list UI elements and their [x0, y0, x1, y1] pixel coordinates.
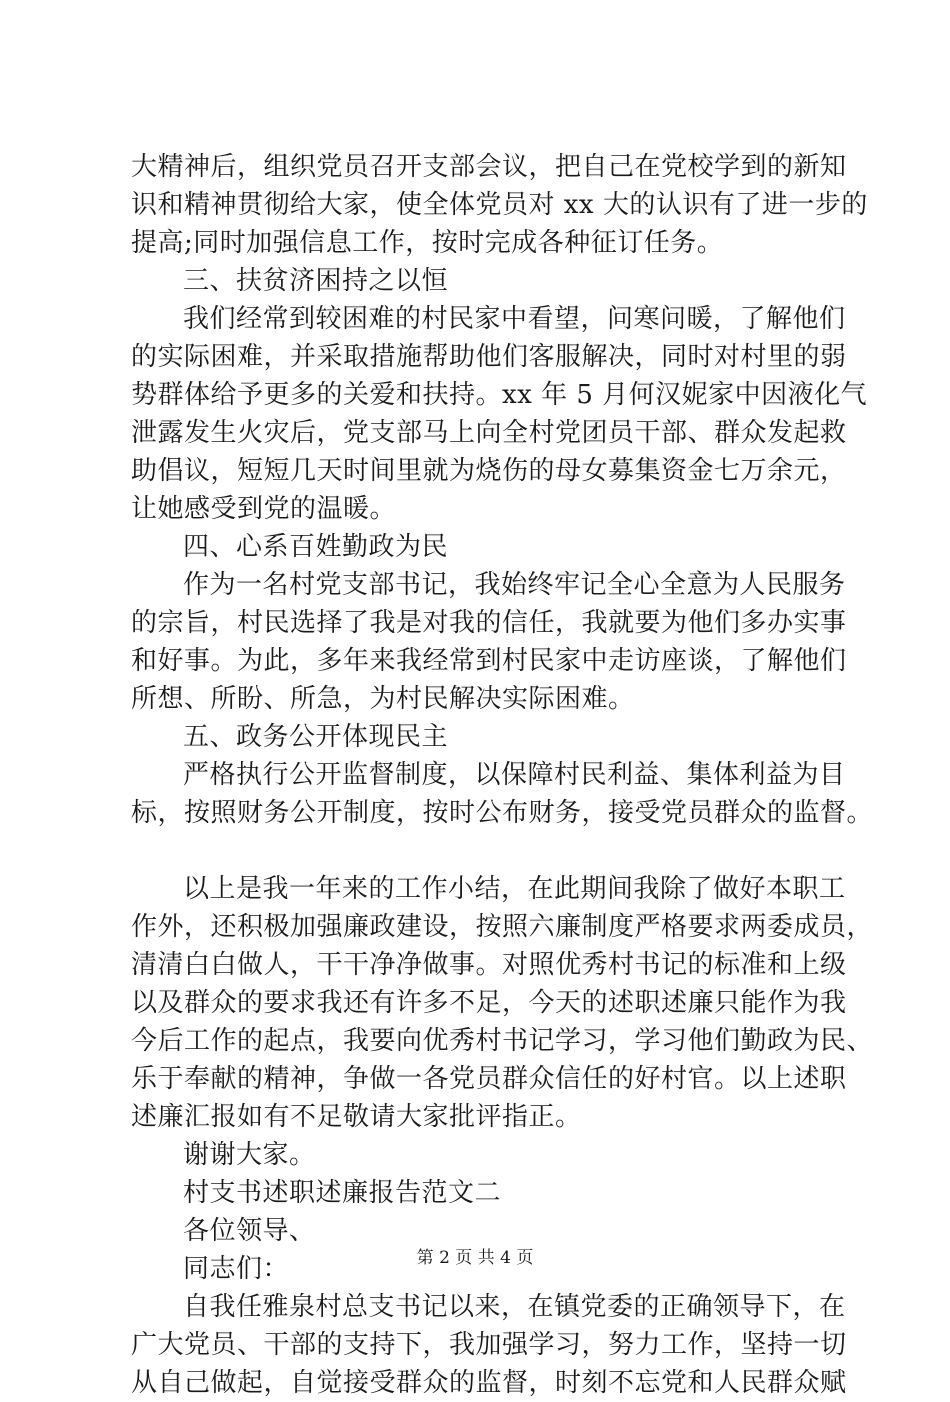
- text-line: 所想、所盼、所急，为村民解决实际困难。: [131, 684, 635, 714]
- text-line: 大精神后，组织党员召开支部会议，把自己在党校学到的新知: [131, 152, 847, 182]
- blank-line: [131, 832, 831, 870]
- text-line: 作为一名村党支部书记，我始终牢记全心全意为人民服务: [183, 570, 846, 600]
- text-line: 作外，还积极加强廉政建设，按照六廉制度严格要求两委成员，: [131, 912, 874, 942]
- text-line: 村支书述职述廉报告范文二: [183, 1178, 502, 1208]
- text-line: 谢谢大家。: [183, 1140, 316, 1170]
- text-line: 助倡议，短短几天时间里就为烧伤的母女募集资金七万余元，: [131, 456, 847, 486]
- text-line: 泄露发生火灾后，党支部马上向全村党团员干部、群众发起救: [131, 418, 847, 448]
- text-line: 的宗旨，村民选择了我是对我的信任，我就要为他们多办实事: [131, 608, 847, 638]
- text-line: 的实际困难，并采取措施帮助他们客服解决，同时对村里的弱: [131, 342, 847, 372]
- text-line: 今后工作的起点，我要向优秀村书记学习，学习他们勤政为民、: [131, 1026, 874, 1056]
- text-line: 述廉汇报如有不足敬请大家批评指正。: [131, 1102, 582, 1132]
- page-footer: 第 2 页 共 4 页: [416, 1248, 534, 1268]
- text-line: 从自己做起，自觉接受群众的监督，时刻不忘党和人民群众赋: [131, 1368, 847, 1398]
- text-line: 各位领导、: [183, 1216, 316, 1246]
- text-line: 以及群众的要求我还有许多不足，今天的述职述廉只能作为我: [131, 988, 847, 1018]
- document-body: [131, 148, 874, 1402]
- text-line: 标，按照财务公开制度，按时公布财务，接受党员群众的监督。: [131, 798, 874, 828]
- text-line: 识和精神贯彻给大家，使全体党员对 xx 大的认识有了进一步的: [131, 190, 868, 220]
- text-line: 广大党员、干部的支持下，我加强学习，努力工作，坚持一切: [131, 1330, 847, 1360]
- text-line: 势群体给予更多的关爱和扶持。xx 年 5 月何汉妮家中因液化气: [131, 380, 868, 410]
- text-line: 让她感受到党的温暖。: [131, 494, 397, 524]
- text-line: 提高;同时加强信息工作，按时完成各种征订任务。: [131, 228, 724, 258]
- text-line: 严格执行公开监督制度，以保障村民利益、集体利益为目: [183, 760, 846, 790]
- text-line: 五、政务公开体现民主: [183, 722, 449, 752]
- text-line: 乐于奉献的精神，争做一各党员群众信任的好村官。以上述职: [131, 1064, 847, 1094]
- text-line: 自我任雅泉村总支书记以来，在镇党委的正确领导下，在: [183, 1292, 846, 1322]
- text-line: 同志们：: [183, 1254, 290, 1284]
- text-line: 以上是我一年来的工作小结，在此期间我除了做好本职工: [183, 874, 846, 904]
- text-line: 清清白白做人，干干净净做事。对照优秀村书记的标准和上级: [131, 950, 847, 980]
- text-line: 三、扶贫济困持之以恒: [183, 266, 449, 296]
- text-line: 和好事。为此，多年来我经常到村民家中走访座谈，了解他们: [131, 646, 847, 676]
- text-line: 四、心系百姓勤政为民: [183, 532, 449, 562]
- text-line: 我们经常到较困难的村民家中看望，问寒问暖，了解他们: [183, 304, 846, 334]
